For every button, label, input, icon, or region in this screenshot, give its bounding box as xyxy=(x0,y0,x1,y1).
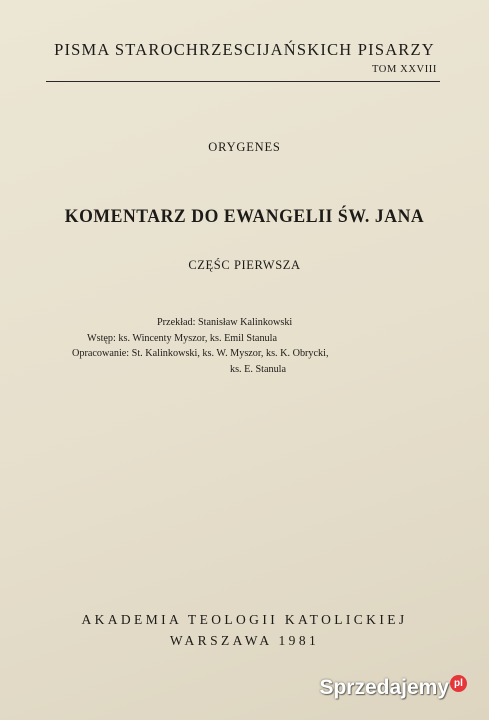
credits-block xyxy=(72,315,329,377)
credit-editing: Opracowanie: St. Kalinkowski, ks. W. Myszor, ks. K. Obrycki, xyxy=(72,348,329,359)
credit-editing-continued: ks. E. Stanula xyxy=(230,363,287,375)
publisher-name: AKADEMIA TEOLOGII KATOLICKIEJ xyxy=(81,612,408,627)
credit-introduction: Wstęp: ks. Wincenty Myszor, ks. Emil Stanula xyxy=(87,332,277,344)
volume-number: TOM XXVIII xyxy=(371,64,437,75)
credit-translation: Przekład: Stanisław Kalinkowski xyxy=(157,317,293,328)
series-title: PISMA STAROCHRZESCIJAŃSKICH PISARZY xyxy=(54,40,435,59)
header-rule xyxy=(46,81,440,82)
watermark-logo xyxy=(319,675,467,700)
watermark-brand: Sprzedajemy xyxy=(319,676,449,699)
book-title: KOMENTARZ DO EWANGELII ŚW. JANA xyxy=(64,206,425,227)
part-label: CZĘŚC PIERWSZA xyxy=(188,258,301,272)
author-name: ORYGENES xyxy=(208,140,281,154)
watermark-badge: pl xyxy=(450,675,467,692)
city-year: WARSZAWA 1981 xyxy=(169,633,320,648)
